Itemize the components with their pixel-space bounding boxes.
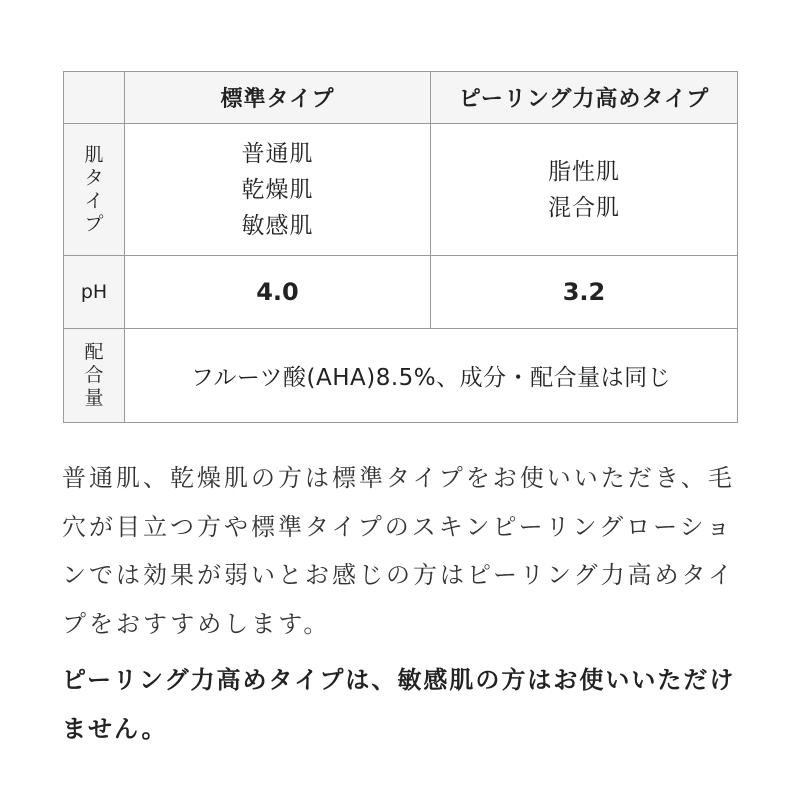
- high-peeling-ph-value: 3.2: [431, 256, 738, 329]
- skin-type-item: 普通肌: [241, 140, 314, 167]
- formula-value: フルーツ酸(AHA)8.5%、成分・配合量は同じ: [125, 329, 738, 423]
- description-paragraph: 普通肌、乾燥肌の方は標準タイプをお使いいただき、毛穴が目立つ方や標準タイプのスキンピーリングローションでは効果が弱いとお感じの方はピーリング力高めタイプをおすすめします。: [62, 464, 736, 638]
- standard-ph-value: 4.0: [125, 256, 431, 329]
- high-peeling-skin-types-cell: [431, 124, 738, 256]
- formula-label: 配合量: [84, 341, 104, 409]
- row-label-formula: [64, 329, 125, 423]
- skin-type-row: [64, 124, 738, 256]
- corner-cell: [64, 72, 125, 124]
- skin-type-item: 混合肌: [548, 194, 620, 221]
- skin-type-label: 肌タイプ: [84, 143, 104, 235]
- comparison-table: [63, 71, 738, 423]
- formula-row: [64, 329, 738, 423]
- row-label-skin-type: [64, 124, 125, 256]
- row-label-ph: pH: [64, 256, 125, 329]
- warning-paragraph: ピーリング力高めタイプは、敏感肌の方はお使いいただけません。: [62, 666, 736, 743]
- skin-type-item: 乾燥肌: [241, 176, 314, 203]
- table-header-row: [64, 72, 738, 124]
- header-standard-type: 標準タイプ: [125, 72, 431, 124]
- ph-row: [64, 256, 738, 329]
- standard-skin-types-cell: [125, 124, 431, 256]
- skin-type-item: 敏感肌: [241, 212, 314, 239]
- header-high-peeling-type: ピーリング力高めタイプ: [431, 72, 738, 124]
- skin-type-item: 脂性肌: [548, 158, 620, 185]
